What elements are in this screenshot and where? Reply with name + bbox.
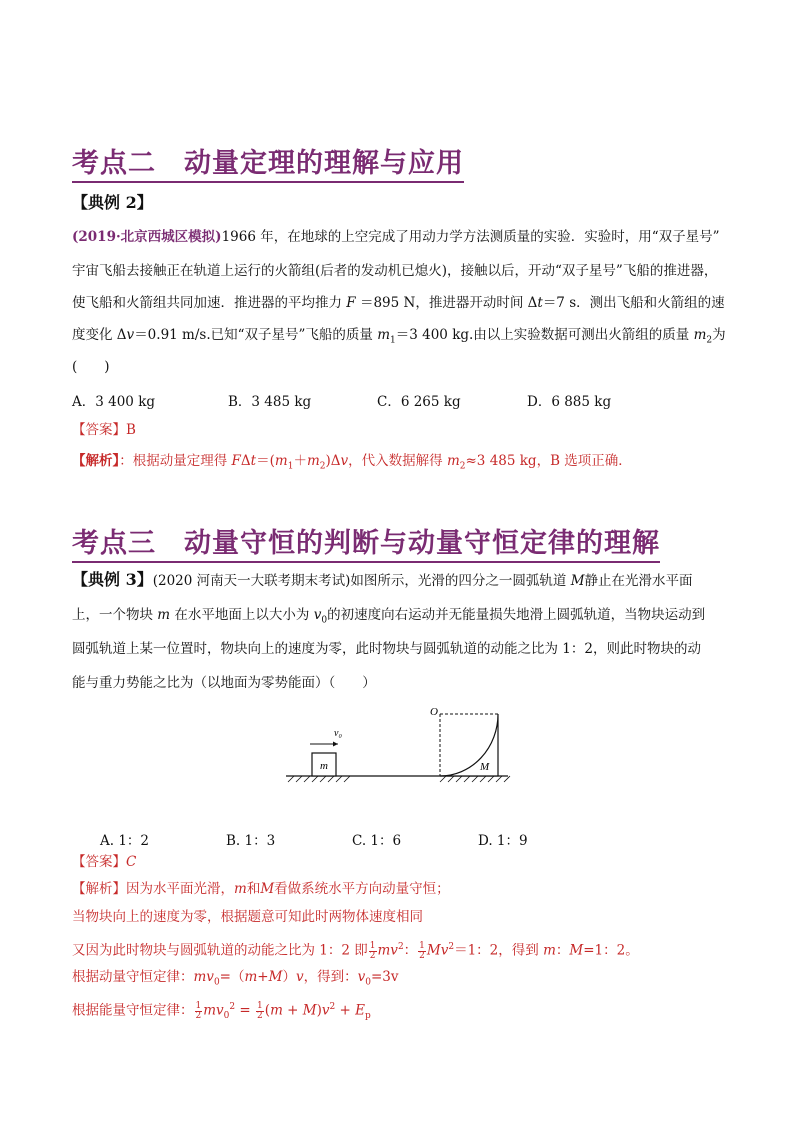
option-c-2[interactable]: C．6 265 kg — [377, 394, 461, 410]
answer-value: B — [126, 422, 136, 438]
text-segment: ＝7 s．测出飞船和火箭组的速 — [542, 295, 725, 311]
analysis-2: 【解析】：根据动量定理得 $F\Delta t=(m_1+m_2)\Delta v$，代入数据解得 $m_2\approx 3$ 485 kg，B 选项正确． — [72, 453, 632, 472]
option-a-3[interactable]: A. 1：2 — [100, 833, 150, 849]
question-3-line-2: 上，一个物块 m 在水平地面上以大小为 $v_0$的初速度向右运动并无能量损失地滑上圆弧轨道，当物块运动到 — [72, 607, 706, 626]
question-3-line-4: 能与重力势能之比为（以地面为零势能面）（ ） — [72, 675, 376, 691]
question-2-line-1 — [72, 228, 720, 246]
answer-2 — [72, 421, 136, 439]
example-label-2: 【典例 2】 — [72, 193, 153, 212]
text-segment: ＝( — [256, 453, 275, 469]
text-segment: 又因为此时物块与圆弧轨道的动能之比为 1：2 即 — [72, 942, 368, 959]
label-m: m — [320, 760, 328, 772]
text-segment: 的初速度向右运动并无能量损失地滑上圆弧轨道，当物块运动到 — [327, 607, 706, 623]
option-a-2[interactable]: A．3 400 kg — [72, 394, 156, 410]
question-3-line-3: 圆弧轨道上某一位置时，物块向上的速度为零，此时物块与圆弧轨道的动能之比为 1：2，则此时物块的动 — [72, 641, 701, 657]
text-segment: 根据动量守恒定律： — [72, 969, 194, 985]
ground-hatching — [288, 776, 510, 782]
option-c-3[interactable]: C. 1：6 — [352, 833, 402, 849]
arc-track-figure — [280, 700, 520, 790]
example-label-3: 【典例 3】 — [72, 570, 153, 589]
text-segment: =3v — [370, 969, 399, 985]
option-d-3[interactable]: D. 1：9 — [478, 833, 528, 849]
answer-value: C — [126, 854, 137, 870]
section-heading-3: 考点三 动量守恒的判断与动量守恒定律的理解 — [72, 521, 660, 563]
answer-label: 【答案】 — [72, 422, 126, 438]
arc-track-M — [440, 714, 498, 776]
analysis-3-line-1: 【解析】因为水平面光滑，m和M看做系统水平方向动量守恒； — [72, 881, 450, 897]
question-source: (2019·北京西城区模拟) — [72, 229, 222, 245]
analysis-3-line-4: 根据动量守恒定律：$mv_0=(m+M)v$，得到：$v_0=3v$ — [72, 969, 399, 988]
question-2-line-3: 使飞船和火箭组共同加速．推进器的平均推力 F ＝895 N，推进器开动时间 Δt＝7 s．测出飞船和火箭组的速 — [72, 295, 725, 311]
section-heading-2: 考点二 动量定理的理解与应用 — [72, 141, 464, 183]
text-segment: 在水平地面上以大小为 — [170, 607, 314, 623]
label-v0: v₀ — [334, 728, 342, 739]
analysis-label: 【解析】 — [72, 881, 126, 897]
text-segment: 根据能量守恒定律： — [72, 1002, 194, 1019]
text-segment: ＝895 N，推进器开动时间 Δ — [355, 295, 538, 311]
text-segment: ≈3 485 kg，B 选项正确． — [465, 453, 632, 469]
text-segment: ，得到： — [303, 969, 358, 985]
text-segment: ＝1：2，得到 — [454, 942, 544, 959]
text-segment: ） — [282, 969, 296, 985]
text-segment: )Δ — [325, 453, 341, 469]
question-3-line-1: 【典例 3】(2020 河南天一大联考期末考试)如图所示，光滑的四分之一圆弧轨道 M静止在光滑水平面 — [72, 570, 693, 589]
option-b-3[interactable]: B. 1：3 — [226, 833, 276, 849]
label-M: M — [480, 761, 490, 773]
answer-3 — [72, 853, 136, 871]
text-segment: 因为水平面光滑， — [126, 881, 234, 897]
text-segment: ＋ — [293, 453, 307, 469]
text-segment: ：根据动量定理得 — [119, 453, 232, 469]
text-segment: 使飞船和火箭组共同加速．推进器的平均推力 — [72, 295, 347, 311]
question-2-line-5: ( ) — [72, 359, 110, 375]
text-segment: (2020 河南天一大联考期末考试)如图所示，光滑的四分之一圆弧轨道 — [152, 573, 571, 589]
question-text: 1966 年，在地球的上空完成了用动力学方法测质量的实验．实验时，用“双子星号” — [221, 229, 720, 245]
analysis-3-line-3: 又因为此时物块与圆弧轨道的动能之比为 1：2 即 $\frac{1}{2}$ $mv^2$： $\frac{1}{2}$ $Mv^2=1$：2，得到 m：M=1：2。 — [72, 940, 639, 961]
text-segment: ＝0.91 m/s.已知“双子星号”飞船的质量 — [134, 327, 378, 343]
arrow-head-icon — [333, 742, 338, 747]
text-segment: ，代入数据解得 — [348, 453, 447, 469]
text-segment: =（ — [219, 969, 245, 985]
text-segment: 和 — [246, 881, 261, 897]
text-segment: 看做系统水平方向动量守恒； — [274, 881, 450, 897]
option-d-2[interactable]: D．6 885 kg — [527, 394, 612, 410]
text-segment: Δ — [240, 453, 251, 469]
question-2-line-4: 度变化 Δv＝0.91 m/s.已知“双子星号”飞船的质量 $m_1=3$ 400 kg.由以上实验数据可测出火箭组的质量 $m_2$为 — [72, 327, 726, 346]
text-segment: ＝3 400 kg.由以上实验数据可测出火箭组的质量 — [395, 327, 694, 343]
text-segment: 上，一个物块 — [72, 607, 158, 623]
analysis-label: 【解析】 — [72, 453, 120, 469]
answer-label: 【答案】 — [72, 854, 126, 870]
analysis-3-line-2: 当物块向上的速度为零，根据题意可知此时两物体速度相同 — [72, 909, 423, 925]
text-segment: =1：2。 — [583, 942, 639, 959]
option-b-2[interactable]: B．3 485 kg — [228, 394, 312, 410]
label-O: O — [430, 706, 438, 718]
text-segment: ： — [555, 942, 570, 959]
text-segment: 为 — [712, 327, 726, 343]
text-segment: 度变化 Δ — [72, 327, 127, 343]
text-segment: 静止在光滑水平面 — [584, 573, 693, 589]
analysis-3-line-5: 根据能量守恒定律： $\frac{1}{2}$ $mv_0^2$ = $\frac{1}{2}$ $(m + M)v^2 + E_p$ — [72, 1000, 371, 1022]
question-2-line-2: 宇宙飞船去接触正在轨道上运行的火箭组(后者的发动机已熄火)，接触以后，开动“双子星号”飞船的推进器， — [72, 263, 718, 279]
